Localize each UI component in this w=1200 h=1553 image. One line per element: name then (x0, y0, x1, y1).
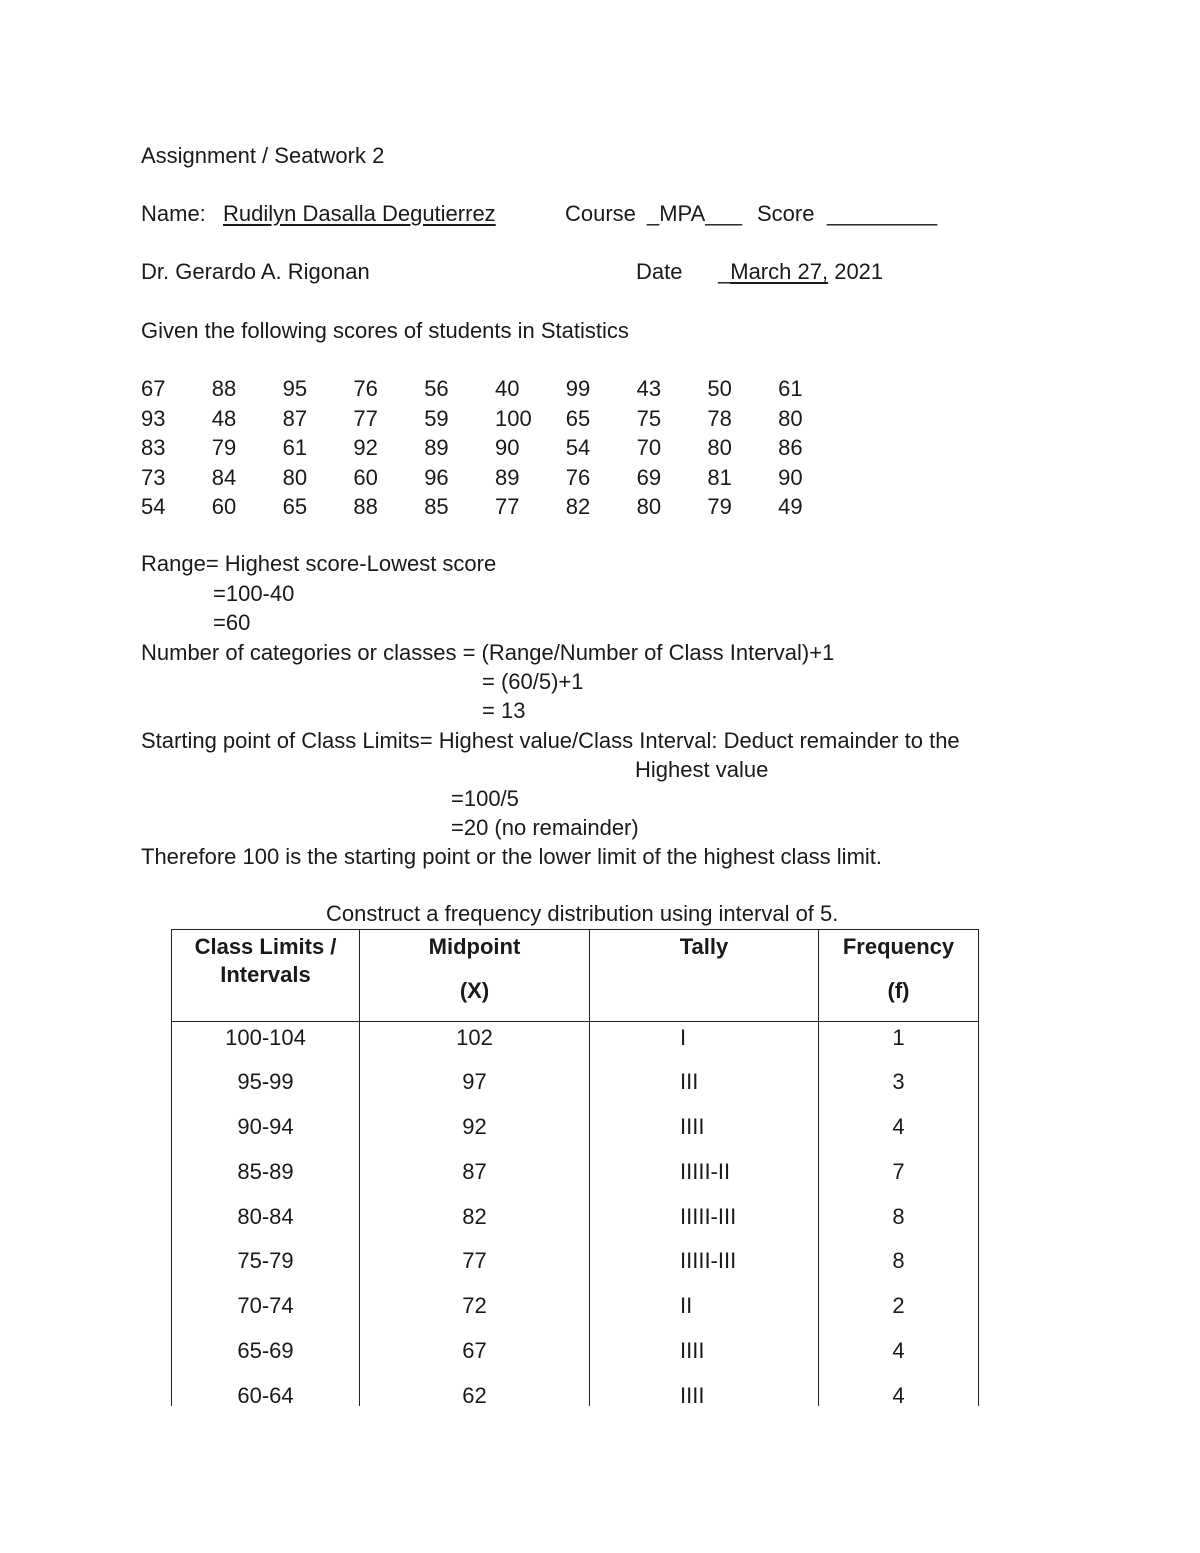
date-prefix: _ (718, 259, 731, 284)
score-value: 81 (707, 464, 732, 490)
score-value: 77 (494, 494, 520, 519)
score-value: 67 (141, 376, 166, 401)
intro-text: Given the following scores of students in Statistics (141, 318, 629, 343)
tally-cell: IIIII-III (590, 1201, 819, 1246)
score-value: 86 (778, 435, 803, 460)
tally-cell: II (590, 1290, 819, 1335)
table-body (172, 1022, 979, 1407)
range-step-1: =100-40 (213, 581, 295, 606)
date-label: Date (636, 259, 683, 284)
range-formula: Range= Highest score-Lowest score (141, 551, 497, 576)
classes-step-1: = (60/5)+1 (482, 669, 584, 694)
interval-cell: 95-99 (172, 1066, 360, 1111)
tally-cell: IIII (590, 1380, 819, 1406)
interval-cell: 85-89 (172, 1156, 360, 1201)
instructor-name: Dr. Gerardo A. Rigonan (141, 259, 370, 284)
score-value: 96 (424, 464, 449, 490)
table-header-row (172, 930, 979, 1022)
interval-cell: 90-94 (172, 1111, 360, 1156)
date-year: 2021 (834, 259, 884, 284)
score-value: 76 (565, 464, 591, 490)
assignment-title: Assignment / Seatwork 2 (141, 143, 385, 168)
score-label: Score (757, 201, 815, 226)
midpoint-cell: 92 (360, 1111, 590, 1156)
score-value: 87 (282, 405, 308, 431)
score-value: 59 (424, 405, 449, 431)
start-formula: Starting point of Class Limits= Highest value/Class Interval: Deduct remainder to the (141, 728, 960, 753)
score-value: 89 (494, 464, 520, 490)
header-class-limits (172, 930, 360, 1022)
frequency-cell: 3 (819, 1066, 979, 1111)
interval-cell: 100-104 (172, 1022, 360, 1067)
course-label: Course (565, 201, 636, 226)
score-value: 89 (424, 435, 449, 460)
interval-cell: 70-74 (172, 1290, 360, 1335)
midpoint-cell: 97 (360, 1066, 590, 1111)
table-row (172, 1290, 979, 1335)
tally-cell: I (590, 1022, 819, 1067)
midpoint-cell: 77 (360, 1245, 590, 1290)
frequency-cell: 4 (819, 1380, 979, 1406)
score-value: 82 (565, 494, 591, 519)
score-value: 75 (636, 405, 662, 431)
header-tally-label: Tally (679, 934, 729, 959)
score-value: 48 (211, 405, 237, 431)
score-value: 40 (494, 376, 520, 401)
score-value: 65 (565, 405, 591, 431)
score-blank: _________ (827, 201, 938, 226)
score-value: 60 (211, 494, 237, 519)
score-value: 56 (424, 376, 449, 401)
header-frequency (819, 930, 979, 1022)
score-value: 80 (707, 435, 732, 460)
tally-cell: IIII (590, 1335, 819, 1380)
table-row (172, 1066, 979, 1111)
header-frequency-label: Frequency (842, 934, 955, 959)
table-caption: Construct a frequency distribution using interval of 5. (326, 901, 839, 926)
midpoint-cell: 67 (360, 1335, 590, 1380)
start-step-2: =20 (no remainder) (451, 815, 639, 840)
score-value: 84 (211, 464, 237, 490)
frequency-cell: 8 (819, 1201, 979, 1246)
score-value: 99 (565, 376, 591, 401)
score-value: 80 (636, 494, 662, 519)
table-row (172, 1022, 979, 1067)
course-value: _MPA___ (647, 201, 742, 226)
score-value: 90 (778, 464, 803, 490)
frequency-cell: 2 (819, 1290, 979, 1335)
tally-cell: III (590, 1066, 819, 1111)
score-value: 60 (353, 464, 378, 490)
midpoint-cell: 62 (360, 1380, 590, 1406)
score-value: 95 (282, 376, 308, 401)
table-row (172, 1245, 979, 1290)
tally-cell: IIII (590, 1111, 819, 1156)
table-row (172, 1156, 979, 1201)
table-row (172, 1335, 979, 1380)
score-value: 90 (494, 435, 520, 460)
score-value: 49 (778, 494, 803, 519)
interval-cell: 75-79 (172, 1245, 360, 1290)
score-value: 92 (353, 435, 378, 460)
score-value: 100 (494, 405, 532, 431)
student-name: Rudilyn Dasalla Degutierrez (223, 201, 496, 226)
frequency-cell: 7 (819, 1156, 979, 1201)
score-value: 78 (707, 405, 732, 431)
frequency-cell: 4 (819, 1111, 979, 1156)
midpoint-cell: 72 (360, 1290, 590, 1335)
score-value: 88 (211, 376, 237, 401)
header-midpoint-label: Midpoint (428, 934, 521, 959)
score-value: 85 (424, 494, 449, 519)
tally-cell: IIIII-III (590, 1245, 819, 1290)
score-value: 61 (778, 376, 803, 401)
header-midpoint (360, 930, 590, 1022)
score-value: 43 (636, 376, 662, 401)
frequency-cell: 4 (819, 1335, 979, 1380)
conclusion-text: Therefore 100 is the starting point or the lower limit of the highest class limit. (141, 844, 883, 869)
score-value: 54 (141, 494, 166, 519)
table-row (172, 1201, 979, 1246)
header-tally (590, 930, 819, 1022)
midpoint-cell: 82 (360, 1201, 590, 1246)
interval-cell: 65-69 (172, 1335, 360, 1380)
frequency-cell: 8 (819, 1245, 979, 1290)
score-value: 50 (707, 376, 732, 401)
header-class-limits-label: Class Limits / Intervals (194, 934, 337, 987)
score-value: 93 (141, 405, 166, 431)
name-label: Name: (141, 201, 206, 226)
score-value: 69 (636, 464, 662, 490)
score-value: 65 (282, 494, 308, 519)
score-value: 76 (353, 376, 378, 401)
interval-cell: 80-84 (172, 1201, 360, 1246)
tally-cell: IIIII-II (590, 1156, 819, 1201)
range-step-2: =60 (213, 610, 251, 635)
score-value: 73 (141, 464, 166, 490)
table-row (172, 1111, 979, 1156)
classes-step-2: = 13 (482, 698, 526, 723)
score-value: 54 (565, 435, 591, 460)
midpoint-cell: 102 (360, 1022, 590, 1067)
score-value: 80 (282, 464, 308, 490)
start-formula-continued: Highest value (635, 757, 769, 782)
score-value: 88 (353, 494, 378, 519)
score-value: 77 (353, 405, 378, 431)
frequency-table (171, 929, 979, 1406)
score-value: 79 (211, 435, 237, 460)
table-row (172, 1380, 979, 1406)
midpoint-cell: 87 (360, 1156, 590, 1201)
score-value: 70 (636, 435, 662, 460)
classes-formula: Number of categories or classes = (Range/Number of Class Interval)+1 (141, 640, 835, 665)
frequency-cell: 1 (819, 1022, 979, 1067)
header-midpoint-symbol: (X) (459, 978, 490, 1003)
score-value: 61 (282, 435, 308, 460)
interval-cell: 60-64 (172, 1380, 360, 1406)
date-month-day: March 27, (730, 259, 829, 284)
start-step-1: =100/5 (451, 786, 519, 811)
score-value: 79 (707, 494, 732, 519)
score-value: 80 (778, 405, 803, 431)
score-value: 83 (141, 435, 166, 460)
header-frequency-symbol: (f) (887, 978, 910, 1003)
